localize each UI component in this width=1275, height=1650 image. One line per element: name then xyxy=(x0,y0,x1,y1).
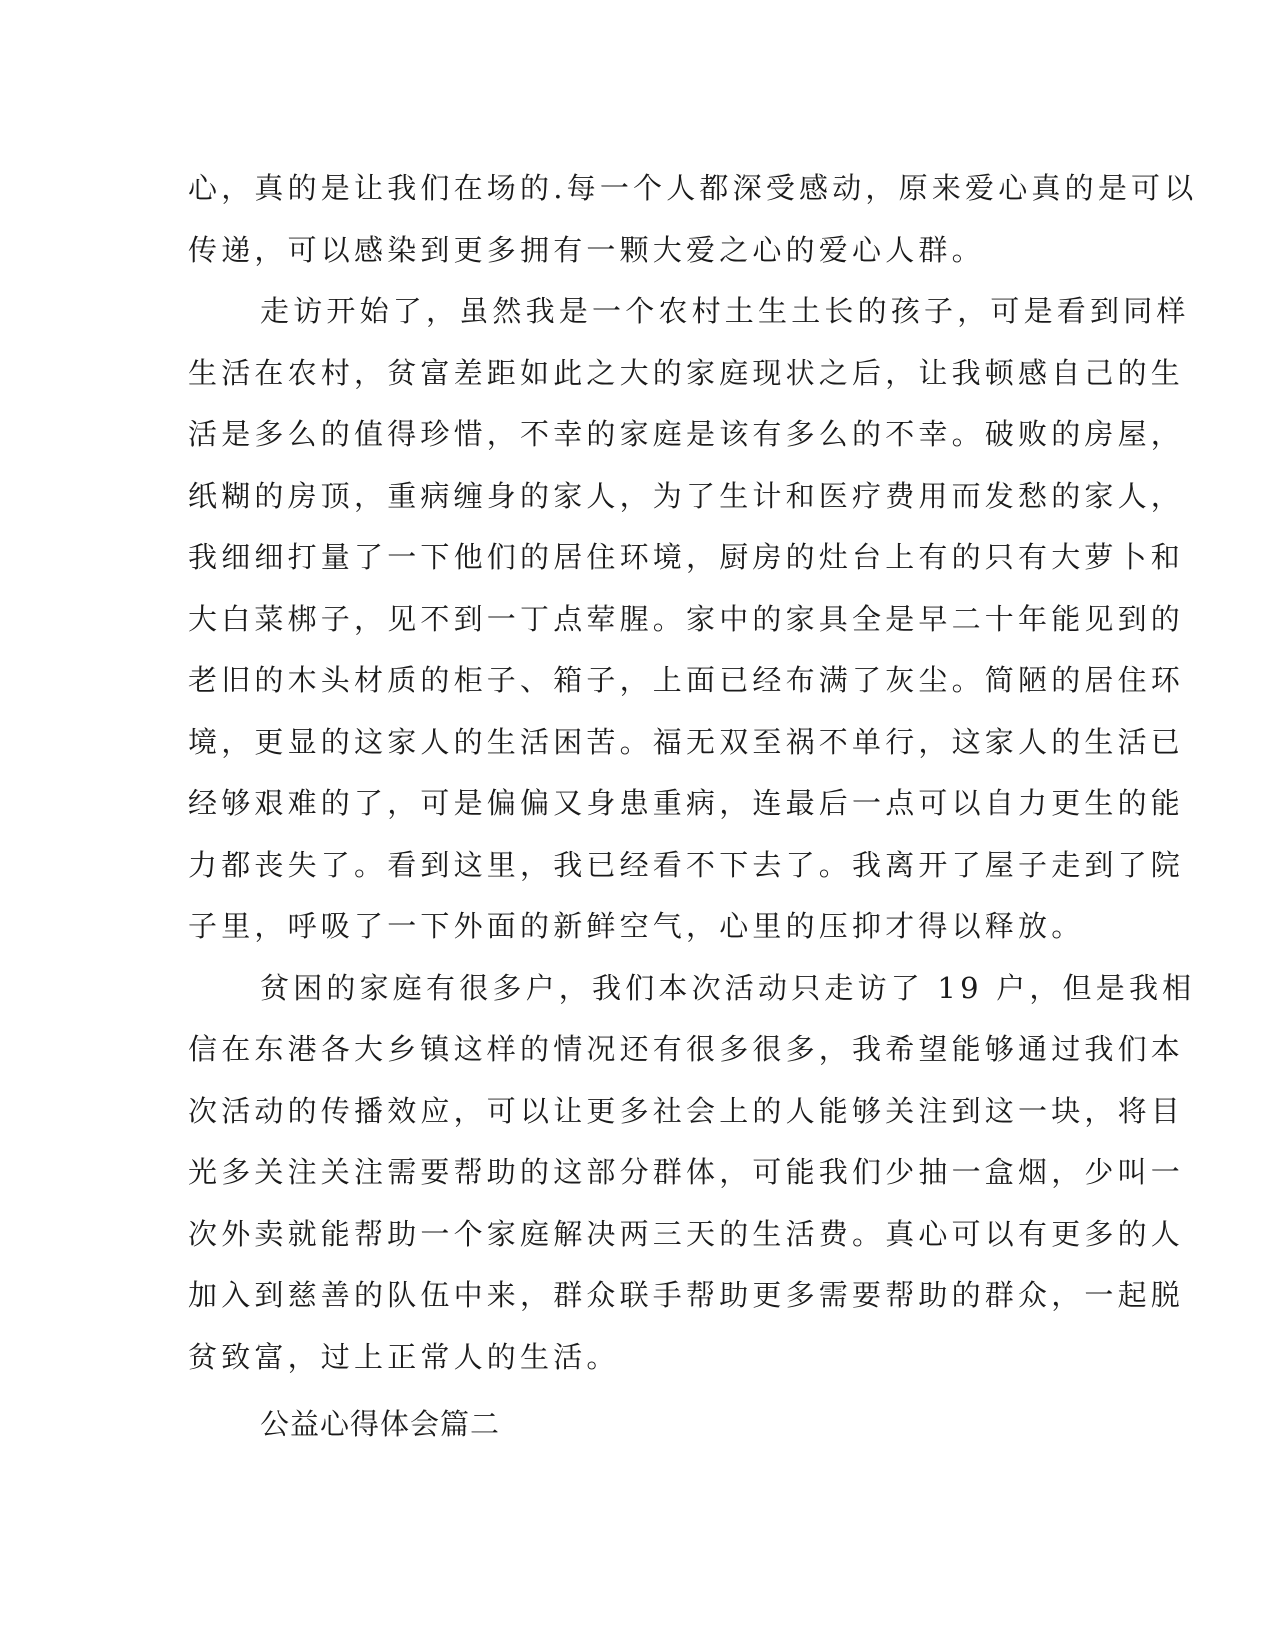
text-line: 次外卖就能帮助一个家庭解决两三天的生活费。真心可以有更多的人 xyxy=(188,1216,1185,1251)
text-line: 老旧的木头材质的柜子、箱子，上面已经布满了灰尘。简陋的居住环 xyxy=(188,663,1185,697)
text-line: 贫致富，过上正常人的生活。 xyxy=(188,1339,620,1374)
section-heading: 公益心得体会篇二 xyxy=(260,1407,501,1441)
text-line: 我细细打量了一下他们的居住环境，厨房的灶台上有的只有大萝卜和 xyxy=(188,540,1185,574)
text-line: 经够艰难的了，可是偏偏又身患重病，连最后一点可以自力更生的能 xyxy=(188,786,1185,820)
document-body xyxy=(188,158,1198,1456)
text-line: 心，真的是让我们在场的.每一个人都深受感动，原来爱心真的是可以 xyxy=(188,171,1198,205)
text-line: 活是多么的值得珍惜，不幸的家庭是该有多么的不幸。破败的房屋， xyxy=(188,417,1185,451)
paragraph-start-line: 贫困的家庭有很多户，我们本次活动只走访了 19 户，但是我相 xyxy=(260,970,1196,1005)
text-line: 次活动的传播效应，可以让更多社会上的人能够关注到这一块，将目 xyxy=(188,1093,1185,1128)
text-line: 境，更显的这家人的生活困苦。福无双至祸不单行，这家人的生活已 xyxy=(188,724,1185,759)
text-line: 力都丧失了。看到这里，我已经看不下去了。我离开了屋子走到了院 xyxy=(188,847,1185,882)
text-line: 生活在农村，贫富差距如此之大的家庭现状之后，让我顿感自己的生 xyxy=(188,355,1185,390)
text-line: 纸糊的房顶，重病缠身的家人，为了生计和医疗费用而发愁的家人， xyxy=(188,478,1185,513)
text-line: 加入到慈善的队伍中来，群众联手帮助更多需要帮助的群众，一起脱 xyxy=(188,1278,1185,1312)
text-line: 传递，可以感染到更多拥有一颗大爱之心的爱心人群。 xyxy=(188,232,985,267)
text-line: 光多关注关注需要帮助的这部分群体，可能我们少抽一盒烟，少叫一 xyxy=(188,1155,1185,1189)
text-line: 信在东港各大乡镇这样的情况还有很多很多，我希望能够通过我们本 xyxy=(188,1032,1185,1066)
text-line: 子里，呼吸了一下外面的新鲜空气，心里的压抑才得以释放。 xyxy=(188,909,1085,943)
paragraph-start-line: 走访开始了，虽然我是一个农村土生土长的孩子，可是看到同样 xyxy=(260,294,1190,328)
text-line: 大白菜梆子，见不到一丁点荤腥。家中的家具全是早二十年能见到的 xyxy=(188,601,1185,636)
